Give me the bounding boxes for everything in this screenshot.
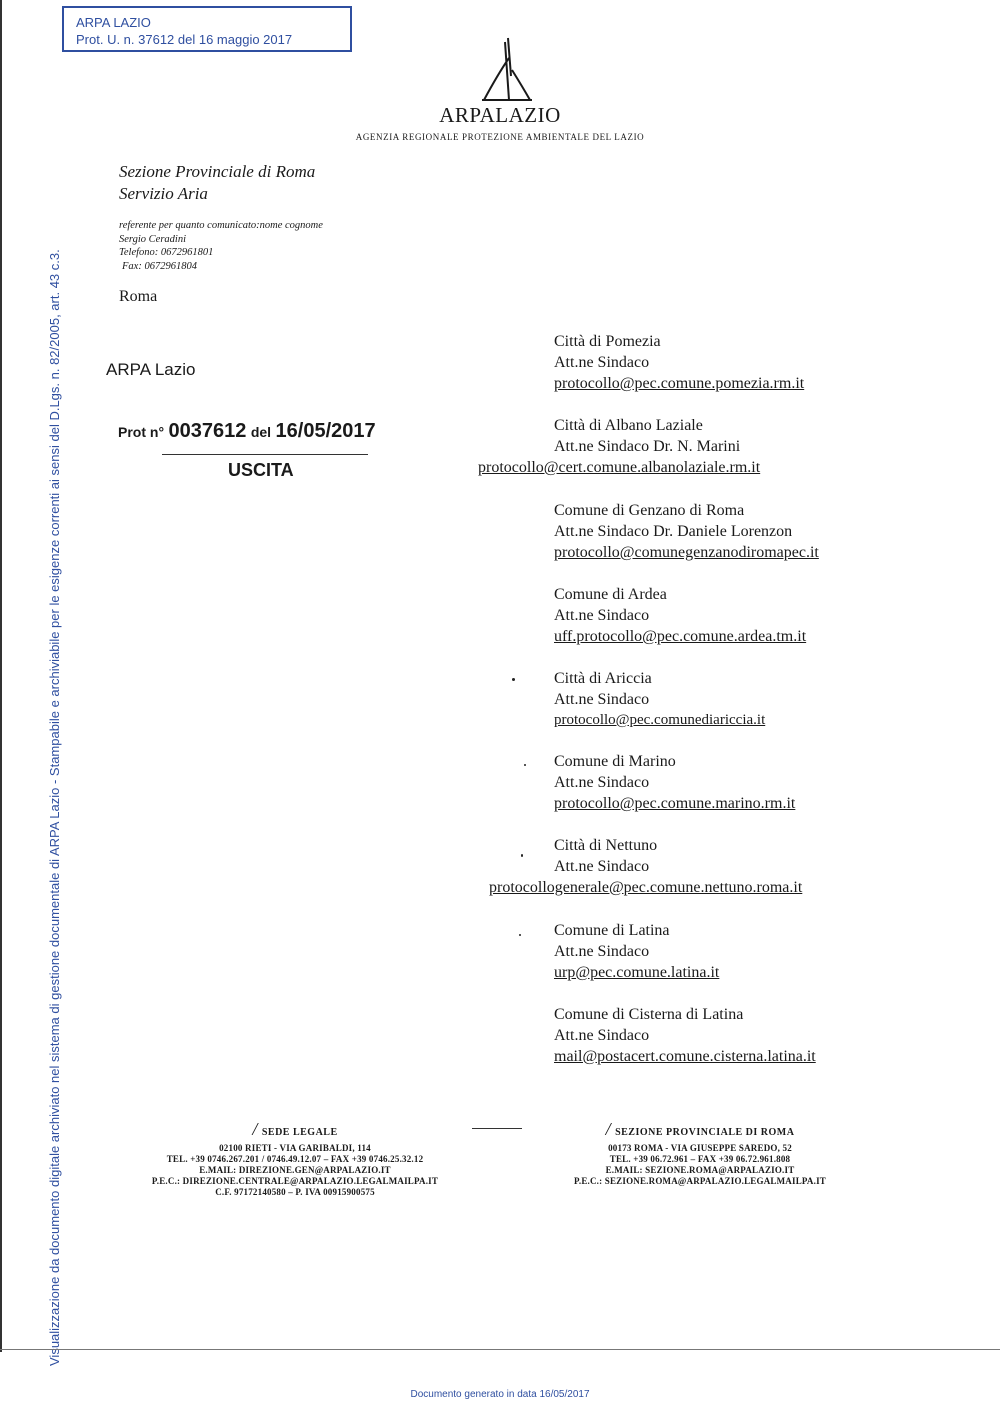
recipient-attn: Att.ne Sindaco Dr. Daniele Lorenzon (554, 523, 793, 540)
sender-section-line-1: Sezione Provinciale di Roma (119, 162, 316, 181)
footer-rome-title-row (530, 1119, 870, 1139)
recipient-block (489, 835, 803, 898)
recipient-email[interactable]: protocollo@pec.comune.marino.rm.it (554, 795, 796, 812)
recipient-email[interactable]: mail@postacert.comune.cisterna.latina.it (554, 1048, 816, 1065)
referent-label: referente per quanto comunicato:nome cognome (119, 220, 323, 231)
footer-slash-icon: / (605, 1119, 612, 1139)
referent-fax: Fax: 0672961804 (122, 260, 197, 272)
protocol-org: ARPA Lazio (106, 360, 196, 379)
recipient-attn: Att.ne Sindaco (554, 607, 650, 624)
recipient-name: Città di Nettuno (554, 837, 658, 854)
recipient-attn: Att.ne Sindaco Dr. N. Marini (554, 438, 741, 455)
scan-mark (519, 934, 521, 936)
referent-phone: Telefono: 0672961801 (119, 247, 214, 258)
scan-mark (524, 764, 526, 766)
recipient-name: Comune di Ardea (554, 586, 667, 603)
footer-rome-section (530, 1119, 870, 1187)
protocol-stamp-box (62, 6, 352, 52)
recipient-block (554, 331, 804, 394)
arpa-logo-icon (478, 36, 534, 102)
footer-slash-icon: / (252, 1119, 258, 1139)
recipient-attn: Att.ne Sindaco (554, 354, 650, 371)
recipient-attn: Att.ne Sindaco (554, 774, 650, 791)
sender-section-line-2: Servizio Aria (119, 184, 208, 203)
generated-note: Documento generato in data 16/05/2017 (410, 1389, 590, 1400)
recipient-email[interactable]: urp@pec.comune.latina.it (554, 964, 720, 981)
recipient-block (478, 415, 761, 478)
footer-legal-title-row (110, 1119, 480, 1139)
recipient-email[interactable]: protocollo@comunegenzanodiromapec.it (554, 544, 819, 561)
footer-rome-pec: P.E.C.: SEZIONE.ROMA@ARPALAZIO.LEGALMAILPA.IT (574, 1176, 826, 1186)
recipient-name: Comune di Cisterna di Latina (554, 1006, 744, 1023)
recipient-block (554, 1004, 816, 1067)
protocol-line (118, 420, 376, 443)
footer-rome-phones: TEL. +39 06.72.961 – FAX +39 06.72.961.808 (609, 1154, 791, 1164)
footer-legal-seat (110, 1119, 480, 1198)
footer-legal-phones: TEL. +39 0746.267.201 / 0746.49.12.07 – FAX +39 0746.25.32.12 (166, 1154, 424, 1164)
referent-name: Sergio Ceradini (119, 233, 186, 245)
stamp-line-2: Prot. U. n. 37612 del 16 maggio 2017 (76, 32, 293, 47)
organization-name (0, 103, 1000, 128)
scan-mark (512, 678, 515, 681)
recipient-block (554, 500, 819, 563)
recipient-name: Città di Albano Laziale (554, 417, 703, 434)
referent-block (119, 219, 323, 273)
footer-legal-tax: C.F. 97172140580 – P. IVA 00915900575 (215, 1187, 375, 1197)
recipient-name: Comune di Latina (554, 922, 670, 939)
recipient-email[interactable]: protocollogenerale@pec.comune.nettuno.roma.it (489, 879, 803, 896)
recipient-attn: Att.ne Sindaco (554, 691, 650, 708)
footer-rome-address: 00173 ROMA - VIA GIUSEPPE SAREDO, 52 (608, 1143, 792, 1153)
recipient-block (554, 668, 765, 731)
page-edge-line (0, 0, 2, 1352)
protocol-del: del (250, 424, 272, 440)
footer-rome-email: E.MAIL: SEZIONE.ROMA@ARPALAZIO.IT (605, 1165, 795, 1175)
organization-name-text: ARPALAZIO (439, 103, 561, 127)
protocol-date: 16/05/2017 (275, 420, 376, 442)
recipient-block (554, 920, 719, 983)
stamp-line-1: ARPA LAZIO (76, 15, 151, 30)
footer-legal-pec: P.E.C.: DIREZIONE.CENTRALE@ARPALAZIO.LEGALMAILPA.IT (151, 1176, 439, 1186)
footer-legal-title: SEDE LEGALE (261, 1127, 338, 1138)
recipient-name: Comune di Genzano di Roma (554, 502, 745, 519)
footer-legal-email: E.MAIL: DIREZIONE.GEN@ARPALAZIO.IT (199, 1165, 391, 1175)
footer-legal-address: 02100 RIETI - VIA GARIBALDI, 114 (219, 1143, 371, 1153)
archive-side-note: Visualizzazione da documento digitale archiviato nel sistema di gestione documentale di ARPA Lazio - Stampabile e archiviabile per le esigenze correnti ai sensi del D.Lgs. n. 82/2005, art. 43 c.3. (47, 249, 62, 1366)
protocol-direction: USCITA (228, 460, 294, 480)
recipient-name: Comune di Marino (554, 753, 676, 770)
recipient-attn: Att.ne Sindaco (554, 1027, 650, 1044)
sender-section (119, 161, 315, 205)
recipient-attn: Att.ne Sindaco (554, 858, 650, 875)
sender-city: Roma (119, 288, 158, 305)
scan-mark (521, 854, 523, 857)
recipient-name: Città di Pomezia (554, 333, 661, 350)
recipient-email[interactable]: protocollo@cert.comune.albanolaziale.rm.it (478, 459, 761, 476)
recipient-email[interactable]: uff.protocollo@pec.comune.ardea.tm.it (554, 628, 807, 645)
protocol-divider (162, 454, 368, 455)
recipient-name: Città di Ariccia (554, 670, 652, 687)
organization-subtitle: AGENZIA REGIONALE PROTEZIONE AMBIENTALE DEL LAZIO (355, 132, 645, 142)
recipient-attn: Att.ne Sindaco (554, 943, 650, 960)
recipient-block (554, 584, 806, 647)
page-bottom-line (0, 1349, 1000, 1350)
recipient-email[interactable]: protocollo@pec.comune.pomezia.rm.it (554, 375, 805, 392)
recipient-email[interactable]: protocollo@pec.comunediariccia.it (554, 712, 766, 728)
recipient-block (554, 751, 795, 814)
protocol-prefix: Prot n° (118, 424, 165, 440)
protocol-number: 0037612 (168, 420, 247, 442)
footer-rome-title: SEZIONE PROVINCIALE DI ROMA (615, 1127, 795, 1138)
